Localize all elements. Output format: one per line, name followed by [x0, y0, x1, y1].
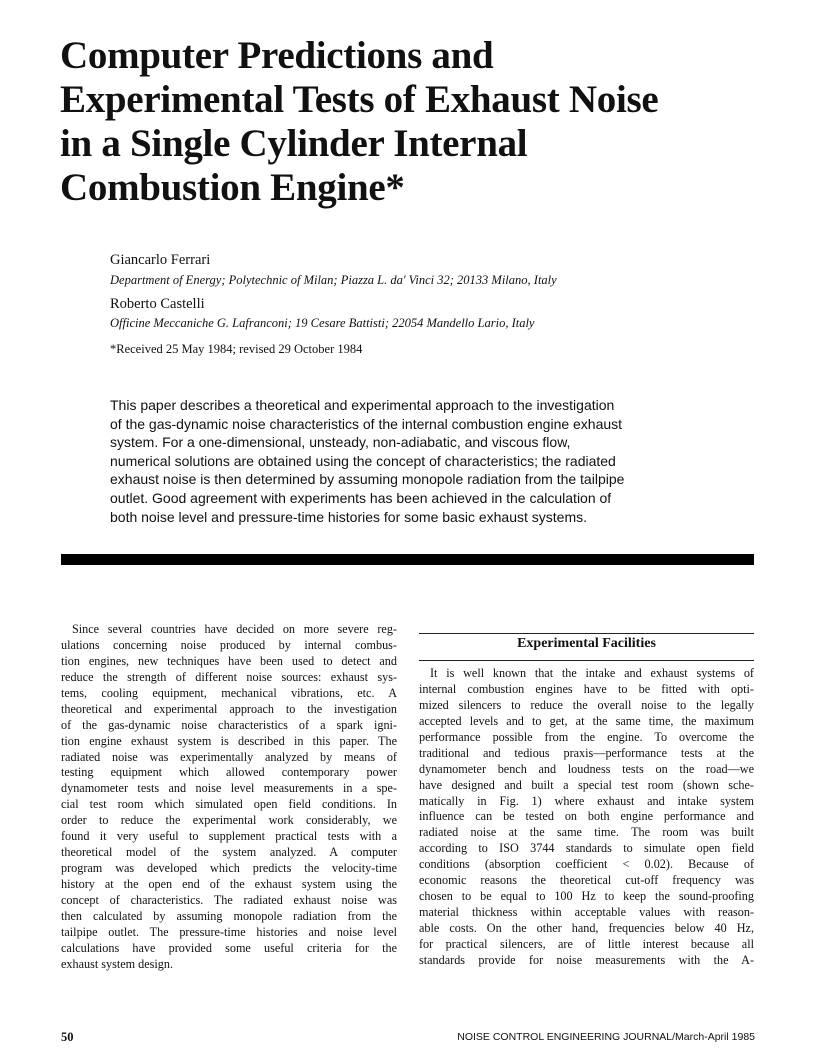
abstract-line: both noise level and pressure-time histories for some basic exhaust systems.: [110, 508, 587, 525]
body-line: then calculated by assuming monopole radiation from the: [61, 908, 397, 923]
body-line: reduce the strength of different noise sources: exhaust sys-: [61, 669, 397, 684]
author-affiliation-2: Officine Meccaniche G. Lafranconi; 19 Cesare Battisti; 22054 Mandello Lario, Italy: [110, 316, 535, 330]
body-line: standards provide for noise measurements with the A-: [419, 952, 754, 967]
heading-rule-top: [419, 633, 754, 634]
received-note: *Received 25 May 1984; revised 29 October 1984: [110, 342, 363, 356]
abstract-line: exhaust noise is then determined by assuming monopole radiation from the tailpipe: [110, 471, 625, 488]
body-line: performance possible from the engine. To overcome the: [419, 729, 754, 744]
body-line: exhaust system design.: [61, 956, 174, 971]
body-line: traditional and tedious praxis—performance tests at the: [419, 745, 754, 760]
experimental-facilities-column: [419, 666, 754, 969]
body-line: theoretical model of the system analyzed. A computer: [61, 845, 397, 860]
body-line: for practical silencers, are of little interest because all: [419, 936, 754, 951]
author-name-2: Roberto Castelli: [110, 296, 205, 312]
section-heading-block: [419, 626, 754, 662]
body-line: economic reasons the theoretical cut-off frequency was: [419, 873, 754, 888]
body-line: program was developed which predicts the velocity-time: [61, 861, 397, 876]
body-line: found it very useful to supplement practical tests with a: [61, 829, 397, 844]
title-line: Computer Predictions and: [60, 34, 494, 77]
body-line: It is well known that the intake and exhaust systems of: [430, 666, 754, 680]
body-line: history at the open end of the exhaust system using the: [61, 877, 397, 891]
body-line: chosen to be equal to 100 Hz to keep the sound-proofing: [419, 889, 754, 904]
body-line: have designed and built a special test room (shown sche-: [419, 777, 754, 792]
body-line: material thickness within acceptable values with reason-: [419, 905, 754, 920]
title-line: in a Single Cylinder Internal: [60, 122, 528, 165]
body-line: ulations concerning noise produced by internal combus-: [61, 637, 397, 652]
body-line: accepted levels and to get, at the same time, the maximum: [419, 713, 754, 728]
abstract-line: This paper describes a theoretical and experimental approach to the investigation: [110, 397, 615, 413]
journal-footer: NOISE CONTROL ENGINEERING JOURNAL/March-April 1985: [457, 1031, 755, 1043]
body-line: dynamometer bench and loudness tests on the road—we: [419, 761, 754, 776]
body-line: tion engines, new techniques have been used to detect and: [61, 653, 397, 668]
section-divider-bar: [61, 554, 754, 565]
body-line: tailpipe outlet. The pressure-time histories and noise level: [61, 924, 397, 939]
body-line: matically in Fig. 1) where exhaust and intake system: [419, 793, 754, 808]
abstract: [110, 396, 720, 526]
body-line: order to reduce the experimental work considerably, we: [61, 813, 397, 828]
introduction-column: [61, 622, 397, 973]
body-line: radiated noise at the same time. The room was built: [419, 825, 754, 840]
body-line: concept of characteristics. The radiated exhaust noise was: [61, 892, 397, 907]
body-line: influence can be tested on both engine performance and: [419, 809, 754, 824]
abstract-line: outlet. Good agreement with experiments has been achieved in the calculation of: [110, 489, 612, 506]
body-line: tems, cooling equipment, mechanical vibrations, etc. A: [61, 685, 397, 700]
title-line: Experimental Tests of Exhaust Noise: [60, 78, 659, 121]
body-line: of the gas-dynamic noise characteristics of a spark igni-: [61, 717, 397, 732]
heading-rule-bottom: [419, 660, 754, 661]
body-line: internal combustion engines have to be fitted with opti-: [419, 681, 754, 696]
body-line: according to ISO 3744 standards to simulate open field: [419, 841, 754, 856]
abstract-line: system. For a one-dimensional, unsteady, non-adiabatic, and viscous flow,: [110, 434, 571, 451]
body-line: conditions (absorption coefficient < 0.02). Because of: [419, 857, 754, 872]
section-heading: Experimental Facilities: [517, 636, 656, 651]
body-line: cial test room which simulated open field conditions. In: [61, 797, 397, 812]
title-line: Combustion Engine*: [60, 166, 405, 209]
body-line: mized silencers to reduce the overall noise to the legally: [419, 697, 754, 712]
abstract-line: numerical solutions are obtained using the concept of characteristics; the radiated: [110, 452, 616, 469]
body-line: able costs. On the other hand, frequencies below 40 Hz,: [419, 921, 754, 935]
body-line: Since several countries have decided on more severe reg-: [72, 622, 397, 636]
paper-title: [60, 34, 760, 210]
body-line: testing equipment which allowed contemporary power: [61, 765, 397, 780]
author-name-1: Giancarlo Ferrari: [110, 252, 211, 268]
abstract-line: of the gas-dynamic noise characteristics of the internal combustion engine exhaust: [110, 415, 623, 432]
body-line: calculations have provided some useful criteria for the: [61, 940, 397, 955]
body-line: dynamometer tests and noise level measurements in a spe-: [61, 781, 397, 796]
author-affiliation-1: Department of Energy; Polytechnic of Milan; Piazza L. da' Vinci 32; 20133 Milano, Italy: [110, 273, 557, 287]
page-number: 50: [61, 1030, 74, 1044]
body-line: tion engine exhaust system is described in this paper. The: [61, 733, 397, 748]
body-line: radiated noise was experimentally analyzed by means of: [61, 749, 397, 764]
body-line: theoretical and experimental approach to the investigation: [61, 701, 397, 716]
